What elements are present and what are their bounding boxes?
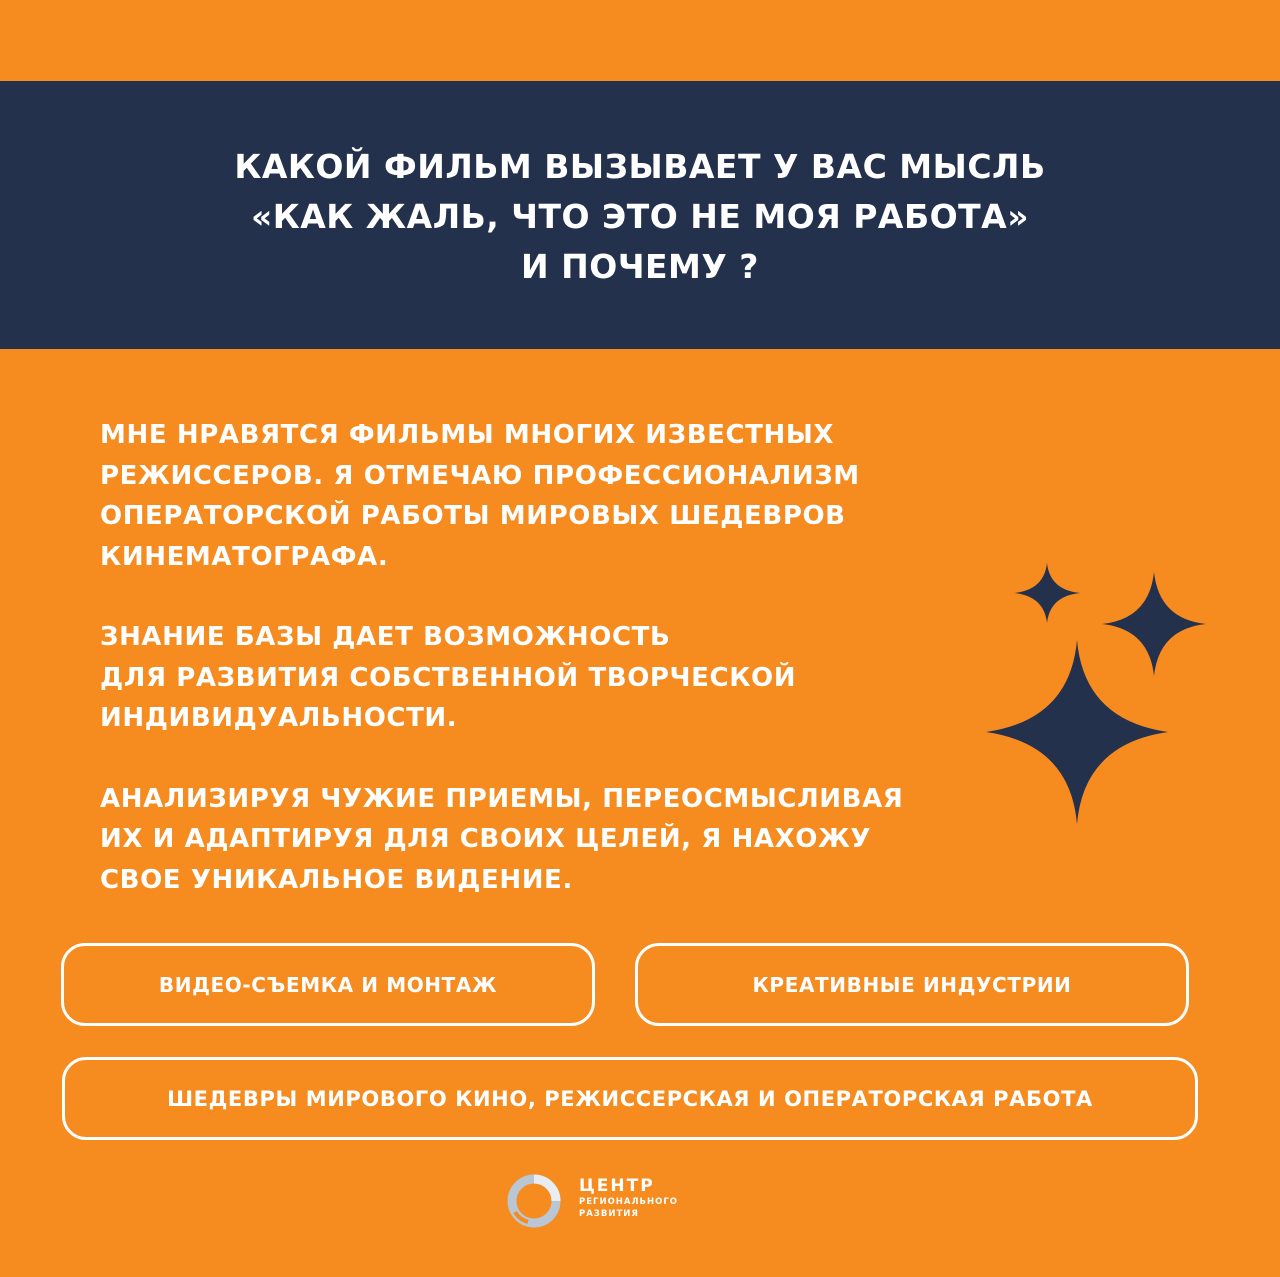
logo (503, 1170, 763, 1232)
answer-paragraph (100, 617, 1000, 739)
logo-line-2: РЕГИОНАЛЬНОГО (579, 1197, 679, 1207)
answer-line: СВОЕ УНИКАЛЬНОЕ ВИДЕНИЕ. (100, 864, 573, 895)
large-sparkle-icon (986, 640, 1168, 824)
answer-paragraph (100, 779, 1000, 901)
logo-line-3: РАЗВИТИЯ (579, 1208, 639, 1219)
answer-line: ОПЕРАТОРСКОЙ РАБОТЫ МИРОВЫХ ШЕДЕВРОВ (100, 501, 846, 531)
answer-line: РЕЖИССЕРОВ. Я ОТМЕЧАЮ ПРОФЕССИОНАЛИЗМ (100, 460, 860, 491)
small-sparkle-icon (1014, 563, 1080, 623)
question-line: «КАК ЖАЛЬ, ЧТО ЭТО НЕ МОЯ РАБОТА» (250, 197, 1030, 236)
answer-line: ДЛЯ РАЗВИТИЯ СОБСТВЕННОЙ ТВОРЧЕСКОЙ (100, 662, 797, 693)
sparkle-stars-icon (980, 530, 1220, 830)
answer-line: ИХ И АДАПТИРУЯ ДЛЯ СВОИХ ЦЕЛЕЙ, Я НАХОЖУ (100, 824, 872, 854)
answer-text (100, 415, 1000, 940)
answer-line: КИНЕМАТОГРАФА. (100, 541, 389, 572)
answer-line: ЗНАНИЕ БАЗЫ ДАЕТ ВОЗМОЖНОСТЬ (100, 622, 671, 652)
answer-line: АНАЛИЗИРУЯ ЧУЖИЕ ПРИЕМЫ, ПЕРЕОСМЫСЛИВАЯ (100, 783, 904, 814)
answer-line: МНЕ НРАВЯТСЯ ФИЛЬМЫ МНОГИХ ИЗВЕСТНЫХ (100, 420, 835, 450)
answer-line: ИНДИВИДУАЛЬНОСТИ. (100, 703, 458, 733)
medium-sparkle-icon (1102, 572, 1206, 676)
ring-logo-icon (503, 1170, 565, 1232)
tag-video-editing: ВИДЕО-СЪЕМКА И МОНТАЖ (61, 943, 595, 1026)
question-line: И ПОЧЕМУ ? (521, 247, 759, 286)
tag-world-cinema: ШЕДЕВРЫ МИРОВОГО КИНО, РЕЖИССЕРСКАЯ И ОПЕРАТОРСКАЯ РАБОТА (62, 1057, 1198, 1140)
logo-line-1: ЦЕНТР (579, 1176, 655, 1196)
logo-wordmark (579, 1178, 678, 1218)
question-heading (80, 142, 1200, 292)
tag-creative-industries: КРЕАТИВНЫЕ ИНДУСТРИИ (635, 943, 1189, 1026)
answer-paragraph (100, 415, 1000, 577)
question-line: КАКОЙ ФИЛЬМ ВЫЗЫВАЕТ У ВАС МЫСЛЬ (234, 147, 1046, 186)
